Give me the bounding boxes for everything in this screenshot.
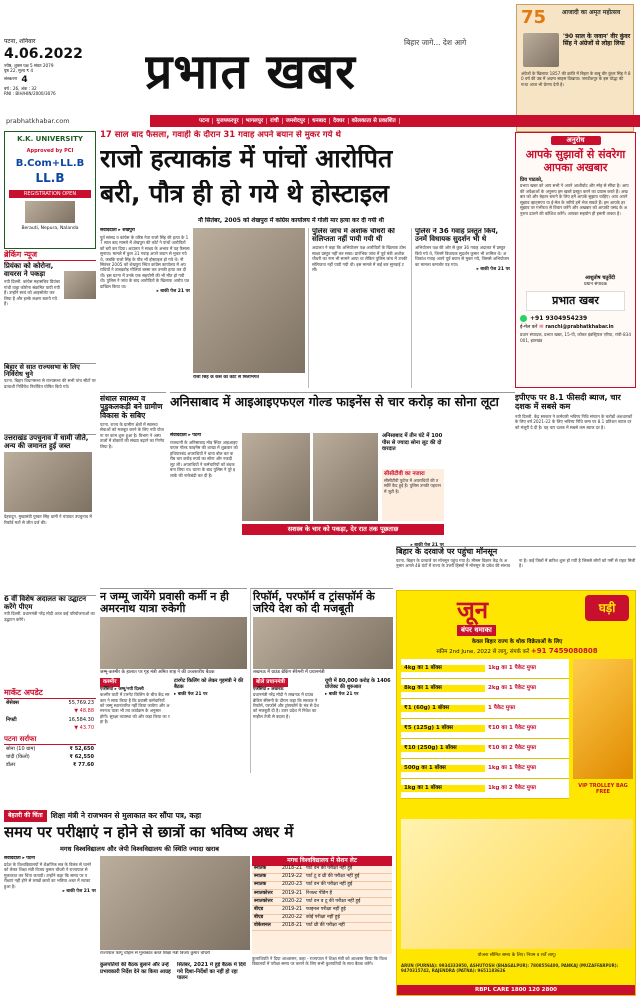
breaking-item (4, 263, 96, 363)
nav-item-jamshedpur[interactable]: जमशेदपुर (283, 118, 309, 125)
gold-name: चांदी (किलो) (6, 754, 30, 760)
website-text: prabhatkhabar.com (6, 117, 70, 125)
session-course: स्नातकोत्तर (254, 890, 273, 896)
reform-photo (253, 617, 393, 669)
exam-right-body (252, 956, 392, 996)
market-name: सेंसेक्स (6, 700, 19, 706)
whatsapp-number[interactable]: +91 9304954239 (530, 315, 588, 322)
table-row (252, 906, 392, 914)
vikram-date: ज्येष्ठ, शुक्ल पक्ष 5 संवत 2079 (4, 63, 54, 68)
reform-body: प्रधानमंत्री नरेंद्र मोदी ने लखनऊ में ग्राउंड ब्रेकिंग सेरेमनी के दौरान कहा कि सरकार ने रिफॉर्म, परफॉर्म और ट्रांसफॉर्म के मंत्र से देश को मजबूती दी है। उत्तर प्रदेश में निवेश का माहौल तेजी से बदला है। (253, 692, 319, 719)
exam-bullet-2 (177, 962, 250, 996)
session-status: कोई परीक्षा नहीं हुई (306, 915, 340, 921)
ad-month: जून (457, 596, 489, 624)
anurodh-box (515, 132, 636, 388)
ad-buy: ₹1 (60g) 1 बॉक्स (401, 705, 485, 712)
ad-combo: VIP TROLLEY BAG FREE (578, 783, 628, 796)
anurodh-logo: प्रभात खबर (526, 291, 625, 311)
market-change: ▼ 48.88 (74, 708, 94, 715)
anurodh-sign-role: प्रधान संपादक (583, 281, 607, 287)
table-row (252, 898, 392, 906)
lead-photo (193, 228, 305, 373)
table-row (252, 923, 392, 931)
whatsapp-icon (520, 315, 527, 322)
lead-headline-2: बरी, पौत्र ही हो गये थे होस्टाइल (100, 180, 389, 208)
ad-free: ₹10 का 2 पैकेट मुफ्त (488, 745, 537, 752)
ad-product-image (573, 659, 633, 779)
ad-free: ₹10 का 1 पैकेट मुफ्त (488, 725, 537, 732)
gold-bullet (382, 433, 444, 463)
breaking-body: देहरादून. मुख्यमंत्री पुष्कर सिंह धामी ने चंपावत उपचुनाव में रिकॉर्ड मतों से जीत दर्ज की। (4, 514, 92, 525)
lead-kicker: 17 साल बाद फैसला, गवाही के दौरान 31 गवाह अपने बयान से मुकर गये थे (100, 130, 341, 140)
gold-red-caption: सशस्त्र के चार को पकड़ा, देर रात तक पूछताछ (242, 524, 444, 535)
breaking-body: पटना. बिहार विधानसभा से राज्यसभा की सभी पांच सीटों पर प्रत्याशी निर्विरोध निर्वाचित घोषित किये गये। (4, 378, 96, 389)
website-link[interactable] (0, 115, 150, 127)
ad-brand-logo: घड़ी (585, 595, 629, 621)
exam-kicker: बेहतरी की चिंता (4, 810, 47, 822)
anurodh-title: अनुरोध (551, 136, 601, 145)
exam-headline: समय पर परीक्षाएं न होने से छात्रों का भविष्य अधर में (4, 824, 294, 841)
reform-tag: बोले प्रधानमंत्री (253, 678, 288, 687)
reform-cont: ▸ बाकी पेज 21 पर (325, 692, 359, 698)
email-label: ई-मेल करें (520, 324, 538, 330)
jammu-head: न जम्मू जायेंगे प्रवासी कर्मी न ही अमरनाथ यात्रा रुकेगी (100, 590, 229, 616)
ad-contacts: ARUN (PURNIA): 9934333950, ASHUTOSH (BHAGALPUR): 7808556400, PANKAJ (MUZAFFARPUR): 9470315742, RAJENDRA (PATNA): 9651183626 (401, 963, 619, 973)
table-row (252, 890, 392, 898)
session-status: पार्ट वन की परीक्षा नहीं हुई (306, 882, 353, 888)
session-course: स्नातक (254, 866, 267, 872)
jammu-story (100, 588, 247, 773)
health-head: संथाल स्वास्थ्य व पुडुकलकड़ी बने ग्रामीण विकास के सबिए (100, 394, 163, 420)
tagline-text: बिहार जागे... देश आगे (404, 38, 467, 47)
gold-bullet-text: अनिसाबाद में तीन घंटे में 100 पीस से ज्यादा सोना लूट की दो वारदात (382, 433, 443, 453)
session-course: बीएड (254, 906, 264, 912)
lead-caption: राजो सिंह के केस का कोर्ट से मिलीभगत (193, 375, 259, 380)
gold-byline: संवाददाता ▸ पटना (170, 433, 201, 438)
gold-body: राजधानी के अनिसाबाद मोड़ स्थित आइआइएफएल गोल्ड फाइनेंस की शाखा में शुक्रवार को हथियारबंद अपराधियों ने धावा बोल कर करीब चार करोड़ रुपये का सोना और नकदी लूट ली। अपराधियों ने कर्मचारियों को बंधक बना लिया था। घटना के बाद पुलिस ने पूरे इलाके की नाकेबंदी कर दी है। (170, 440, 238, 478)
side1-head: पुलिस जांच में अशोक चौधरी की संलिप्तता नहीं पायी गयी थी (312, 228, 395, 243)
dhami-photo (4, 452, 92, 512)
exam-bullet-1-text: कुलपतियों की बैठक बुलाने और उन्हें प्रभावकारी निर्देश देने का किया आग्रह (100, 962, 171, 975)
ad-place: Berauti, Nepura, Nalanda (21, 225, 79, 231)
lead-body: पूर्व सांसद व कांग्रेस के वरिष्ठ नेता राजो सिंह की हत्या के 17 साल बाद मामले में शेखपुरा की कोर्ट ने पांचों आरोपितों को बरी कर दिया। अदालत ने साक्ष्य के अभाव में यह फैसला सुनाया। मामले में कुल 31 गवाह अपने बयान से मुकर गये थे, जबकि राजो सिंह के पौत्र भी होस्टाइल हो गये थे। नौ सितंबर 2005 को शेखपुरा स्थित कांग्रेस कार्यालय में अपराधियों ने ताबड़तोड़ गोलियां बरसा कर उनकी हत्या कर दी थी। इस घटना में उनके एक सहयोगी की भी मौत हो गयी थी। पुलिस ने जांच के बाद आरोपितों के खिलाफ आरोप पत्र दाखिल किया था। (100, 234, 190, 289)
nav-item-ranchi[interactable]: रांची (267, 118, 283, 125)
table-body (252, 866, 392, 931)
exam-photo (100, 856, 250, 950)
jammu-tag: कश्मीर (100, 678, 120, 687)
breaking-item (4, 435, 96, 595)
masthead-dateline (4, 38, 94, 113)
nav-item-muzaffarpur[interactable]: मुजफ्फरपुर (213, 118, 242, 125)
ad-phone[interactable]: +91 7459080808 (530, 647, 598, 655)
market-change: ▼ 43.70 (74, 724, 94, 731)
anurodh-body: प्रभात खबर को आप सभी ने अपने आशीर्वाद और स्नेह से सींचा है। आपकी अपेक्षाओं के अनुरूप हम खबरें प्रस्तुत करने का प्रयास करते हैं। अखबार को और बेहतर बनाने के लिए हमें आपके सुझाव चाहिए। आप अपने सुझाव व्हाट्सएप या ई-मेल के जरिये हमें भेज सकते हैं। हम आपके हर सुझाव पर गंभीरता से विचार करेंगे और अखबार को आपकी पसंद के अनुरूप ढालने की कोशिश करेंगे। आपका सहयोग ही हमारी ताकत है। (520, 183, 629, 216)
lead-deck: नौ सितंबर, 2005 को शेखपुरा में कांग्रेस कार्यालय में गोली मार हत्या कर दी गयी थी (198, 217, 384, 224)
ghadi-ad[interactable] (396, 590, 636, 996)
logo-text: प्रभात खबर (145, 44, 356, 100)
session-table (252, 856, 392, 954)
gold-value: ₹ 52,650 (69, 745, 94, 752)
jammu-body: कश्मीर घाटी में टारगेट किलिंग के बीच केंद्र सरकार ने साफ किया है कि प्रवासी कर्मचारियों को जम्मू स्थानांतरित नहीं किया जायेगा और अमरनाथ यात्रा भी तय कार्यक्रम के अनुसार होगी। सुरक्षा व्यवस्था को और कड़ा किया जा रहा है। (100, 692, 170, 725)
exam-bullet-2-text: सितंबर, 2021 में हुई बैठक में दिये गये दिशा-निर्देशों का नहीं हो रहा पालन (177, 962, 246, 981)
breaking-item (4, 364, 96, 434)
monsoon-head: बिहार के दरवाजे पर पहुंचा मॉनसून (396, 547, 498, 556)
anurodh-headline: आपके सुझावों से संवरेगा आपका अखबार (525, 147, 626, 174)
session-course: वोकेशनल (254, 923, 271, 929)
session-year: 2019-22 (282, 874, 303, 880)
exam-right-text: कुलाधिपति ने दिया आश्वासन, कहा - राज्यपाल ने शिक्षा मंत्री को आश्वस्त किया कि विश्वविद्यालयों में परीक्षा समय पर कराने के लिए सभी कुलपतियों के साथ बैठक करेंगे। (252, 956, 387, 967)
breaking-head: प्रियंका को कोरोना, वायरस ने पकड़ा (4, 262, 54, 278)
gold-title: पटना सर्राफा (4, 735, 96, 745)
ad-offer-row (401, 719, 569, 739)
gold-row (4, 761, 96, 769)
azadi-title: आजादी का अमृत महोत्सव (561, 9, 621, 16)
azadi-portrait (523, 33, 559, 67)
anurodh-sign: आशुतोष चतुर्वेदी (584, 275, 615, 282)
exam-body-col (4, 856, 96, 996)
reform-story (250, 588, 393, 773)
market-value: 55,769.23 (68, 700, 94, 706)
reform-caption: लखनऊ में ग्राउंड ब्रेकिंग सेरेमनी में प्रधानमंत्री (253, 670, 325, 676)
session-year: 2019-21 (282, 906, 303, 912)
gold-value: ₹ 77.60 (72, 762, 94, 769)
edition-value: 4 (21, 74, 28, 85)
azadi-badge: 75 (521, 7, 547, 28)
session-course: बीएड (254, 915, 264, 921)
cctv-title: सीसीटीवी का नजारा (384, 471, 425, 477)
left-ad[interactable] (4, 131, 96, 249)
exam-deck: मगध विश्वविद्यालय और जेपी विश्वविद्यालय की स्थिति ज्यादा खराब (60, 845, 219, 853)
session-course: स्नातकोत्तर (254, 898, 273, 904)
cctv-box (382, 469, 444, 521)
monsoon-body: पटना. बिहार के दरवाजे पर मॉनसून पहुंच गया है। मौसम विज्ञान केंद्र के अनुसार अगले 48 घंटों में राज्य के उत्तरी हिस्सों में मॉनसून के प्रवेश की संभावना है। कई जिलों में बारिश शुरू हो गयी है जिससे लोगों को गर्मी से राहत मिली है। (396, 557, 636, 569)
rni-number: RNI : BIH/HIN/2000/3076 (4, 91, 56, 96)
jammu-caption: जम्मू-कश्मीर के हालात पर गृह मंत्री अमित शाह ने की उच्चस्तरीय बैठक (100, 670, 215, 676)
monsoon-story (396, 546, 636, 586)
session-status: फाइनल परीक्षा नहीं हुई (306, 906, 346, 912)
ad-buy: ₹10 (250g) 1 बॉक्स (401, 745, 485, 752)
breaking-head: उत्तराखंड उपचुनाव में धामी जीते, अन्य की जमानत हुई जब्त (4, 434, 89, 450)
ad-buy: 8kg का 1 बॉक्स (401, 685, 485, 692)
table-row (252, 882, 392, 890)
gold-row (4, 745, 96, 753)
breaking-news (4, 250, 96, 680)
ad-free: 1 पैकेट मुफ्त (488, 705, 516, 712)
exam-byline: संवाददाता ▸ पटना (4, 856, 35, 861)
exam-body: प्रदेश के विश्वविद्यालयों में शैक्षणिक सत्र के विलंब से चलने को लेकर शिक्षा मंत्री विजय कुमार चौधरी ने राज्यपाल से मुलाकात कर चिंता जतायी। उन्होंने कहा कि समय पर परीक्षाएं नहीं होने से लाखों छात्रों का भविष्य अधर में लटका हुआ है। (4, 861, 91, 889)
gold-value: ₹ 62,550 (69, 754, 94, 760)
jammu-bullet: टारगेट किलिंग को लेकर गृहमंत्री ने की बैठक (174, 677, 244, 691)
market-title: मार्केट अपडेट (4, 688, 96, 699)
ad-course-2: LL.B (35, 170, 65, 185)
email-row (516, 323, 635, 333)
nav-item-bhagalpur[interactable]: भागलपुर (243, 118, 268, 125)
cctv-body: सीसीटीवी फुटेज में अपराधियों की तस्वीरें कैद हुई हैं। पुलिस उनकी पहचान में जुटी है। (384, 477, 441, 494)
market-name: निफ्टी (6, 716, 17, 723)
ad-date-text: स्कीम 2nd June, 2022 से लागू, संपर्क करें (436, 649, 530, 655)
ad-offer-row (401, 779, 569, 799)
nav-items (196, 118, 400, 125)
market-row (4, 699, 96, 707)
market-value: 16,584.30 (68, 716, 94, 723)
ad-offer-row (401, 739, 569, 759)
pages-price: पृष्ठ 22, मूल्य ₹ 4 (4, 68, 34, 74)
azadi-box (516, 4, 634, 132)
ad-free: 1kg का 1 पैकेट मुफ्त (488, 665, 537, 672)
gold-name: डॉलर (6, 762, 16, 769)
table-title: मगध विश्वविद्यालय में सेशन लेट (252, 856, 392, 866)
issue-number: वर्ष : 26, अंक : 32 (4, 85, 37, 91)
ad-sub: Approved by PCI (26, 147, 74, 154)
priyanka-photo (64, 271, 96, 299)
ad-offer-row (401, 679, 569, 699)
session-status: पार्ट वन की परीक्षा नहीं हुई (306, 866, 353, 872)
epf-story (515, 392, 636, 552)
market-update (4, 688, 96, 808)
reform-bullet: यूपी में 80,000 करोड़ के 1406 प्रोजेक्ट की शुरुआत (325, 677, 391, 691)
ad-offer-row (401, 659, 569, 679)
breaking-body: नयी दिल्ली. प्रधानमंत्री नरेंद्र मोदी आज कई परियोजनाओं का उद्घाटन करेंगे। (4, 611, 95, 622)
health-story (100, 392, 166, 582)
email-icon: ✉ (539, 324, 544, 330)
nav-item-kolkata[interactable]: कोलकाता से प्रकाशित (349, 118, 400, 125)
reform-head: रिफॉर्म, परफॉर्म व ट्रांसफॉर्म के जरिये देश को दी मजबूती (253, 590, 375, 616)
email-address[interactable]: ranchi@prabhatkhabar.in (545, 324, 614, 330)
gold-photo-2 (313, 433, 378, 521)
ad-student-photo (25, 201, 75, 223)
ad-buy: 4kg का 1 बॉक्स (401, 665, 485, 672)
table-row (252, 874, 392, 882)
nav-item-dhanbad[interactable]: धनबाद (309, 118, 330, 125)
gold-row (4, 753, 96, 761)
azadi-text: अंग्रेजों के खिलाफ 1857 की क्रांति में बिहार के बाबू वीर कुंवर सिंह ने 80 वर्ष की उम्र में अदम्य साहस दिखाया। जगदीशपुर के इस योद्धा की गाथा आज भी प्रेरणा देती है। (521, 71, 631, 87)
lead-story-body (100, 228, 190, 388)
session-course: स्नातक (254, 882, 267, 888)
nav-bar (0, 115, 640, 127)
breaking-head: 6 वीं विशेष अदालत का उद्घाटन करेंगे पीएम (4, 595, 86, 611)
session-year: 2018-21 (282, 866, 303, 872)
market-row (4, 707, 96, 715)
side2-cont: ▸ बाकी पेज 21 पर (476, 267, 510, 273)
ad-offer-table (401, 659, 569, 799)
lead-headline-1: राजो हत्याकांड में पांचों आरोपित (100, 145, 393, 173)
ad-buy: 1kg का 1 बॉक्स (401, 785, 485, 792)
exam-bullets (100, 962, 250, 996)
gold-cont: ▸ बाकी पेज 21 पर (410, 543, 444, 548)
ad-care: RBPL CARE 1800 120 2800 (397, 985, 635, 995)
session-course: स्नातक (254, 874, 267, 880)
exam-bullet-1 (100, 962, 173, 996)
anurodh-address: प्रधान संपादक, प्रभात खबर, 15-पी, कोकर इंडस्ट्रियल एरिया, रांची-834001, झारखंड (520, 332, 631, 343)
session-year: 2020-22 (282, 898, 303, 904)
session-status: पार्ट वन व टू की परीक्षा नहीं हुई (306, 898, 361, 904)
ad-tag: केवल बिहार राज्य के थोक विक्रेताओं के लिए (471, 639, 563, 645)
lead-cont: ▸ बाकी पेज 21 पर (156, 289, 190, 295)
issue-date: 4.06.2022 (4, 45, 83, 62)
session-status: रिजल्ट पेंडिंग है (306, 890, 333, 896)
ad-open: REGISTRATION OPEN (9, 190, 91, 198)
side-story-1 (308, 228, 408, 388)
exam-cont: ▸ बाकी पेज 21 पर (62, 889, 96, 894)
whatsapp-row (516, 315, 635, 323)
jammu-cont: ▸ बाकी पेज 21 पर (174, 692, 208, 698)
city-day: पटना, शनिवार (4, 38, 36, 45)
jammu-byline: एजेंसियां ▸ जम्मू/नयी दिल्ली (100, 686, 144, 692)
table-row (252, 915, 392, 923)
epf-head: इपीएफ पर 8.1 फीसदी ब्याज, चार दशक में सबसे कम (515, 393, 621, 411)
nav-item-deoghar[interactable]: देवघर (330, 118, 348, 125)
tagline (404, 38, 514, 52)
session-status: पार्ट थ्री की परीक्षा नहीं (306, 923, 345, 929)
session-status: पार्ट टू व थ्री की परीक्षा नहीं हुई (306, 874, 360, 880)
ad-offer: बंपर धमाका (457, 625, 496, 636)
ad-course: B.Com+LL.B (15, 158, 85, 169)
side1-body: अदालत ने कहा कि अभियोजन पक्ष आरोपितों के खिलाफ ठोस साक्ष्य प्रस्तुत नहीं कर सका। प्रारंभिक जांच में पूर्व मंत्री अशोक चौधरी का नाम भी सामने आया था लेकिन पुलिस जांच में उनकी संलिप्तता नहीं पायी गयी थी। इस मामले में कई बार सुनवाई टली। (312, 245, 408, 273)
session-year: 2020-22 (282, 915, 303, 921)
jammu-photo (100, 617, 247, 669)
market-row (4, 716, 96, 724)
ad-packs-image (401, 819, 633, 949)
ad-buy: ₹5 (125g) 1 बॉक्स (401, 725, 485, 732)
reform-byline: एजेंसियां ▸ लखनऊ (253, 686, 284, 692)
epf-body: नयी दिल्ली. केंद्र सरकार ने कर्मचारी भविष्य निधि संगठन के करोड़ों अंशधारकों के लिए वर्ष 2021-22 के लिए भविष्य निधि जमा पर 8.1 प्रतिशत ब्याज दर को मंजूरी दे दी है। यह चार दशक में सबसे कम ब्याज दर है। (515, 413, 633, 430)
exam-kicker-bar (4, 810, 392, 822)
side-story-2 (411, 228, 510, 388)
health-body: पटना. राज्य के ग्रामीण क्षेत्रों में स्वास्थ्य सेवाओं को मजबूत करने के लिए नयी योजना पर काम शुरू हुआ है। विभाग ने अस्पतालों में डॉक्टरों की संख्या बढ़ाने का निर्णय लिया है। (100, 421, 165, 449)
ad-buy: 500g का 1 बॉक्स (401, 765, 485, 772)
edition-label: संस्करण (4, 77, 18, 83)
side2-head: पुलिस ने 36 गवाह प्रस्तुत किये, उनमें विधायक सुदर्शन भी थे (415, 228, 499, 243)
ad-free: 1kg का 1 पैकेट मुफ्त (488, 765, 537, 772)
gold-name: सोना (10 ग्राम) (6, 745, 36, 752)
azadi-headline: '90 साल के जवान' वीर कुंवर सिंह ने अंग्रेजों से लोहा लिया (563, 33, 631, 48)
ad-brand: K.K. UNIVERSITY (17, 135, 83, 143)
gold-photo-1 (242, 433, 310, 521)
exam-kicker-2: शिक्षा मंत्री ने राजभवन से मुलाकात कर सौंपा पत्र, कहा (50, 811, 202, 821)
breaking-body: नयी दिल्ली. कांग्रेस महासचिव प्रियंका गांधी वाड्रा कोरोना संक्रमित पायी गयी हैं। उन्होंने स्वयं को आइसोलेट कर लिया है और हल्के लक्षण बताये गये हैं। (4, 279, 61, 307)
gold-head: अनिसाबाद में आइआइएफएल गोल्ड फाइनेंस से चार करोड़ का सोना लूटा (170, 394, 499, 409)
exam-caption: राज्यपाल फागू चौहान से मुलाकात करते शिक्षा मंत्री विजय कुमार चौधरी (100, 951, 210, 956)
ad-small-print: योजना सीमित समय के लिए। नियम व शर्तें लागू। (477, 953, 557, 958)
session-year: 2018-21 (282, 923, 303, 929)
nav-item-patna[interactable]: पटना (196, 118, 213, 125)
table-row (252, 866, 392, 874)
anurodh-salute: प्रिय पाठको, (520, 177, 543, 184)
session-year: 2019-21 (282, 890, 303, 896)
lead-byline: संवाददाता ▸ शेखपुरा (100, 228, 135, 233)
session-year: 2020-23 (282, 882, 303, 888)
breaking-head: बिहार से सात राज्यसभा के लिए निर्विरोध चुने (4, 363, 80, 379)
market-row (4, 724, 96, 732)
ad-offer-row (401, 759, 569, 779)
ad-free: 2kg का 1 पैकेट मुफ्त (488, 685, 537, 692)
ad-offer-row (401, 699, 569, 719)
breaking-item (4, 596, 96, 680)
side2-body: अभियोजन पक्ष की ओर से कुल 36 गवाह अदालत में प्रस्तुत किये गये थे, जिनमें विधायक सुदर्शन कुमार भी शामिल थे। अधिकांश गवाह अपने पूर्व बयान से मुकर गये, जिससे अभियोजन का मामला कमजोर पड़ गया। (415, 245, 510, 267)
ad-free: 1kg का 2 पैकेट मुफ्त (488, 785, 537, 792)
ad-date-line (401, 647, 633, 656)
breaking-title: ब्रेकिंग न्यूज (4, 250, 96, 261)
